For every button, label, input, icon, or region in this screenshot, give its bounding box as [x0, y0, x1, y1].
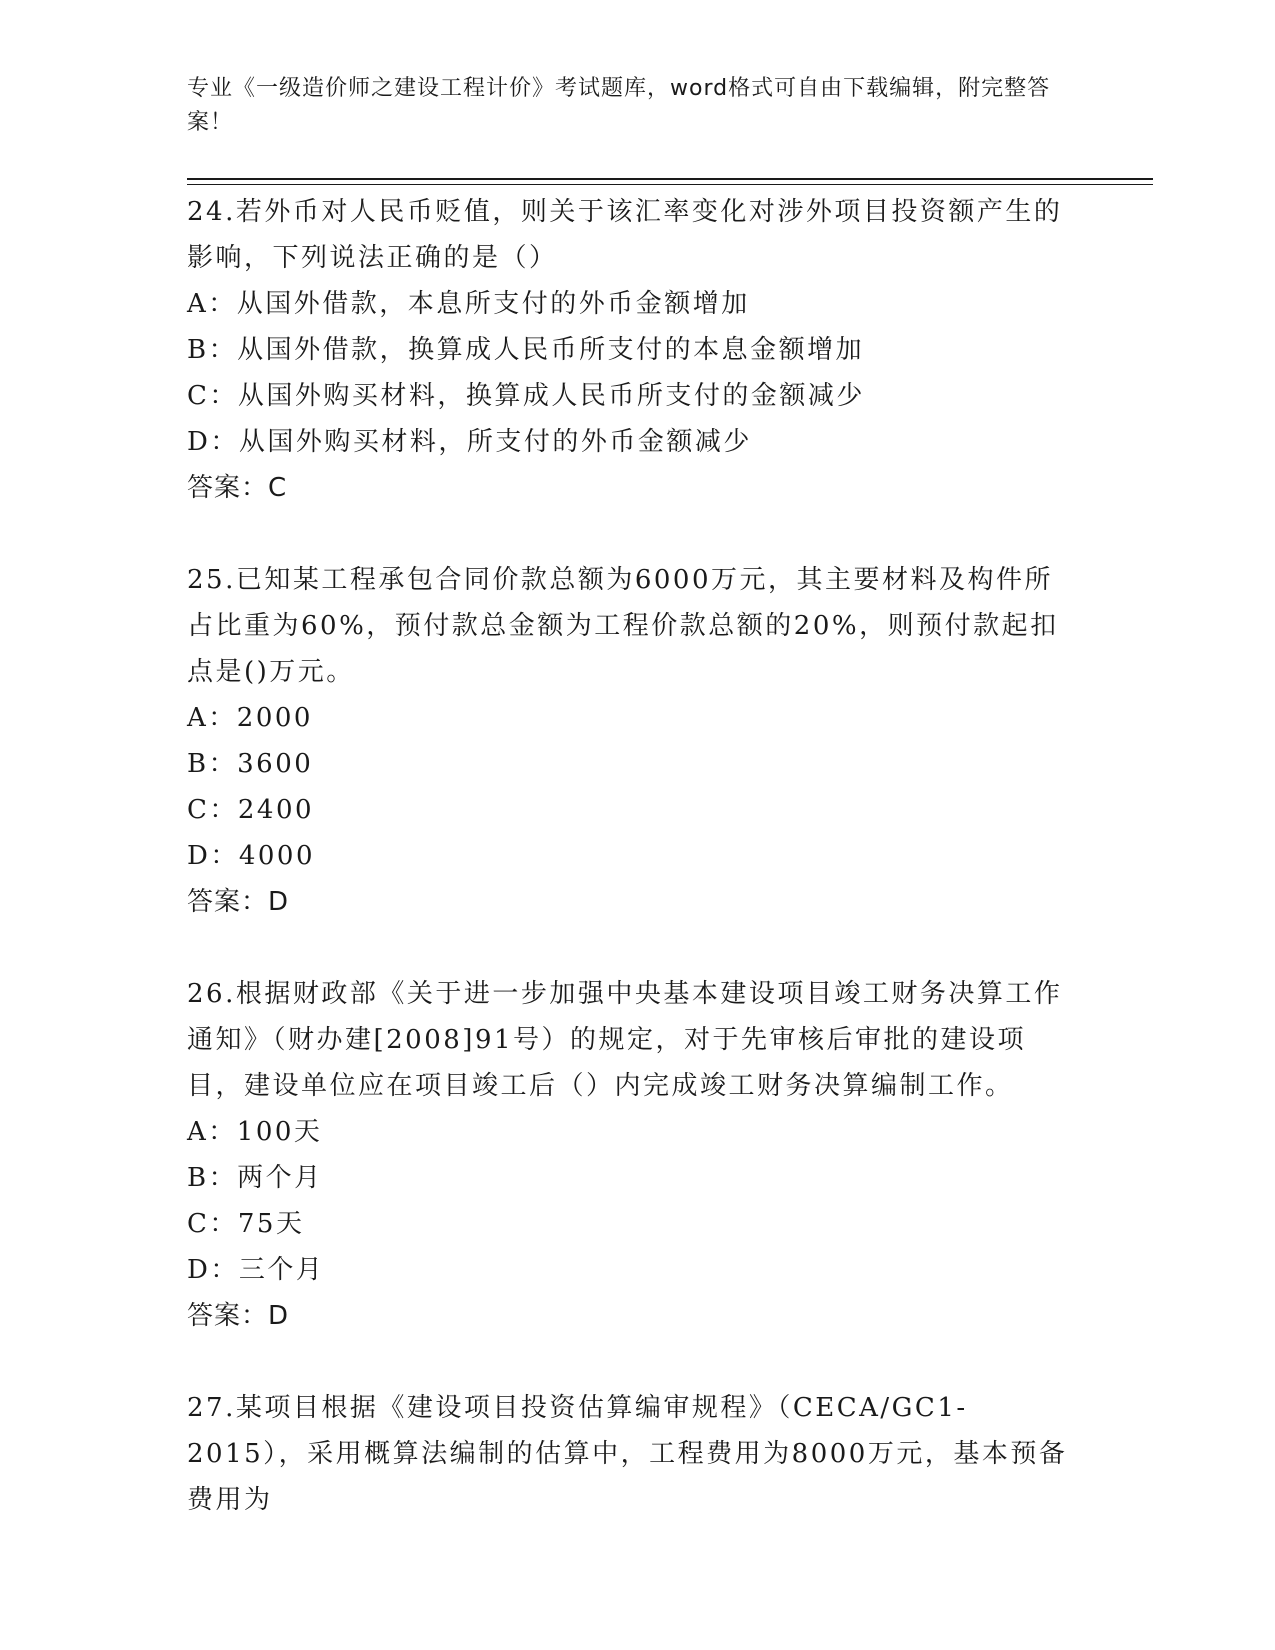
option-b: B：两个月: [187, 1163, 323, 1193]
question-25: [187, 557, 1087, 925]
question-24: [187, 189, 1087, 511]
option-a: A：2000: [187, 703, 313, 733]
option-c: C：从国外购买材料，换算成人民币所支付的金额减少: [187, 381, 865, 411]
answer: 答案：D: [187, 887, 290, 917]
answer: 答案：C: [187, 473, 288, 503]
option-c: C：75天: [187, 1209, 305, 1239]
option-b: B：3600: [187, 749, 314, 779]
question-27: [187, 1385, 1087, 1523]
question-stem: 24.若外币对人民币贬值，则关于该汇率变化对涉外项目投资额产生的影响，下列说法正确的是（）: [187, 197, 1063, 273]
question-stem: 26.根据财政部《关于进一步加强中央基本建设项目竣工财务决算工作通知》（财办建[2008]91号）的规定，对于先审核后审批的建设项目，建设单位应在项目竣工后（）内完成竣工财务决算编制工作。: [187, 979, 1063, 1101]
answer: 答案：D: [187, 1301, 290, 1331]
option-d: D：4000: [187, 841, 316, 871]
option-d: D：从国外购买材料，所支付的外币金额减少: [187, 427, 752, 457]
header-rule-thick: [187, 178, 1153, 180]
question-26: [187, 971, 1087, 1339]
option-c: C：2400: [187, 795, 315, 825]
question-stem: 27.某项目根据《建设项目投资估算编审规程》（CECA/GC1-2015），采用概算法编制的估算中，工程费用为8000万元，基本预备费用为: [187, 1393, 1068, 1515]
option-d: D：三个月: [187, 1255, 325, 1285]
option-b: B：从国外借款，换算成人民币所支付的本息金额增加: [187, 335, 865, 365]
question-stem: 25.已知某工程承包合同价款总额为6000万元，其主要材料及构件所占比重为60%，预付款总金额为工程价款总额的20%，则预付款起扣点是()万元。: [187, 565, 1059, 687]
document-header: 专业《一级造价师之建设工程计价》考试题库，word格式可自由下载编辑，附完整答案！: [187, 76, 1051, 135]
option-a: A：从国外借款，本息所支付的外币金额增加: [187, 289, 750, 319]
question-list: [187, 189, 1087, 1569]
option-a: A：100天: [187, 1117, 323, 1147]
header-rule-thin: [187, 184, 1153, 185]
